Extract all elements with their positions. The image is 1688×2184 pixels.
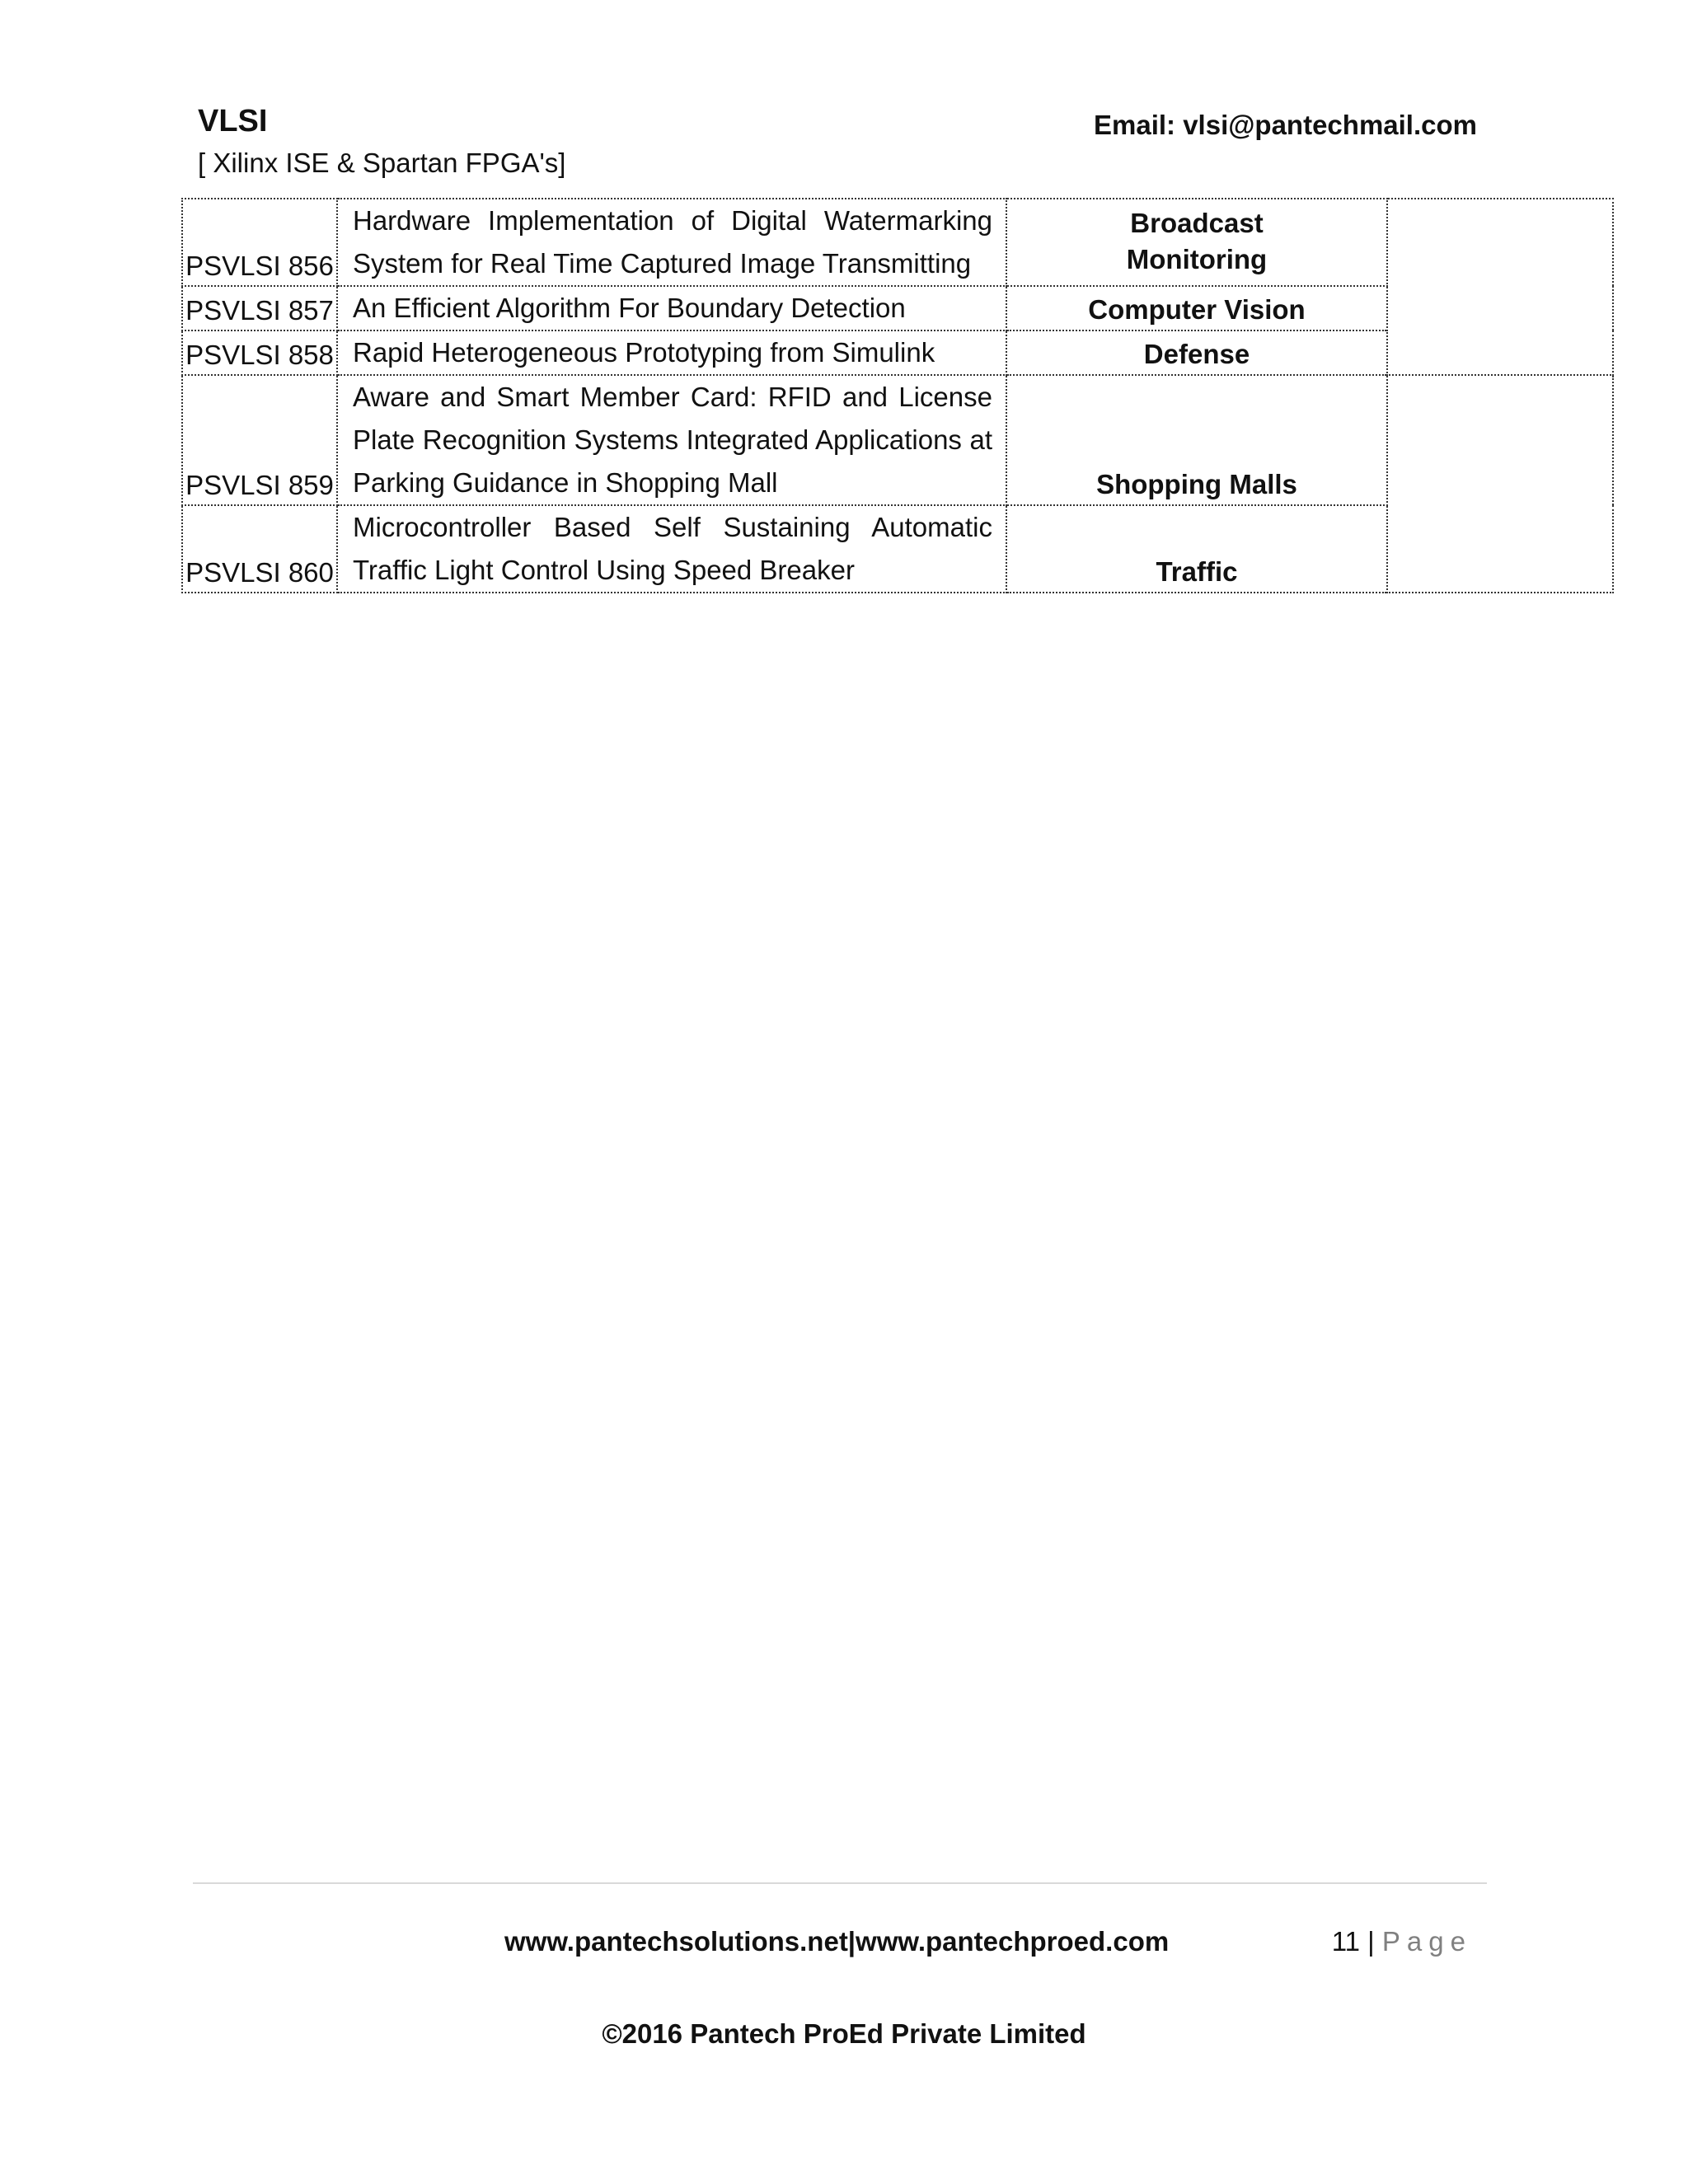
project-title-text: Aware and Smart Member Card: RFID and License Plate Recognition Systems Integrated Applications at Parking Guidance in Shopping Mall [353,382,992,498]
page-word: Page [1381,1926,1472,1957]
page-number [1332,1925,1472,1958]
project-domain: Traffic [1006,505,1387,593]
project-title [337,330,1006,375]
project-title [337,375,1006,505]
page-number-separator: | [1367,1926,1375,1957]
project-title [337,199,1006,286]
page-number-value: 11 [1331,1926,1360,1957]
empty-cell [1387,199,1613,375]
project-code: PSVLSI 857 [182,286,337,330]
footer-copyright: ©2016 Pantech ProEd Private Limited [602,2018,1086,2049]
footer-divider [193,1882,1487,1884]
project-domain: Shopping Malls [1006,375,1387,505]
project-title-text: Rapid Heterogeneous Prototyping from Simulink [353,337,935,368]
project-domain: Broadcast Monitoring [1006,199,1387,286]
project-title-text: Microcontroller Based Self Sustaining Automatic Traffic Light Control Using Speed Breaker [353,512,992,585]
project-title [337,286,1006,330]
project-code: PSVLSI 858 [182,330,337,375]
project-code: PSVLSI 856 [182,199,337,286]
project-code: PSVLSI 859 [182,375,337,505]
project-code: PSVLSI 860 [182,505,337,593]
table-row [182,375,1613,505]
page-subtitle: [ Xilinx ISE & Spartan FPGA's] [198,148,566,178]
project-domain: Computer Vision [1006,286,1387,330]
table-row [182,199,1613,286]
page-title: VLSI [198,104,268,138]
project-title-text: An Efficient Algorithm For Boundary Detection [353,293,906,323]
project-title-text: Hardware Implementation of Digital Watermarking System for Real Time Captured Image Transmitting [353,205,992,279]
header-email: Email: vlsi@pantechmail.com [1094,110,1477,140]
project-title [337,505,1006,593]
project-domain: Defense [1006,330,1387,375]
footer-links: www.pantechsolutions.net|www.pantechproed.com [504,1926,1170,1957]
empty-cell [1387,375,1613,593]
projects-table [181,198,1614,593]
